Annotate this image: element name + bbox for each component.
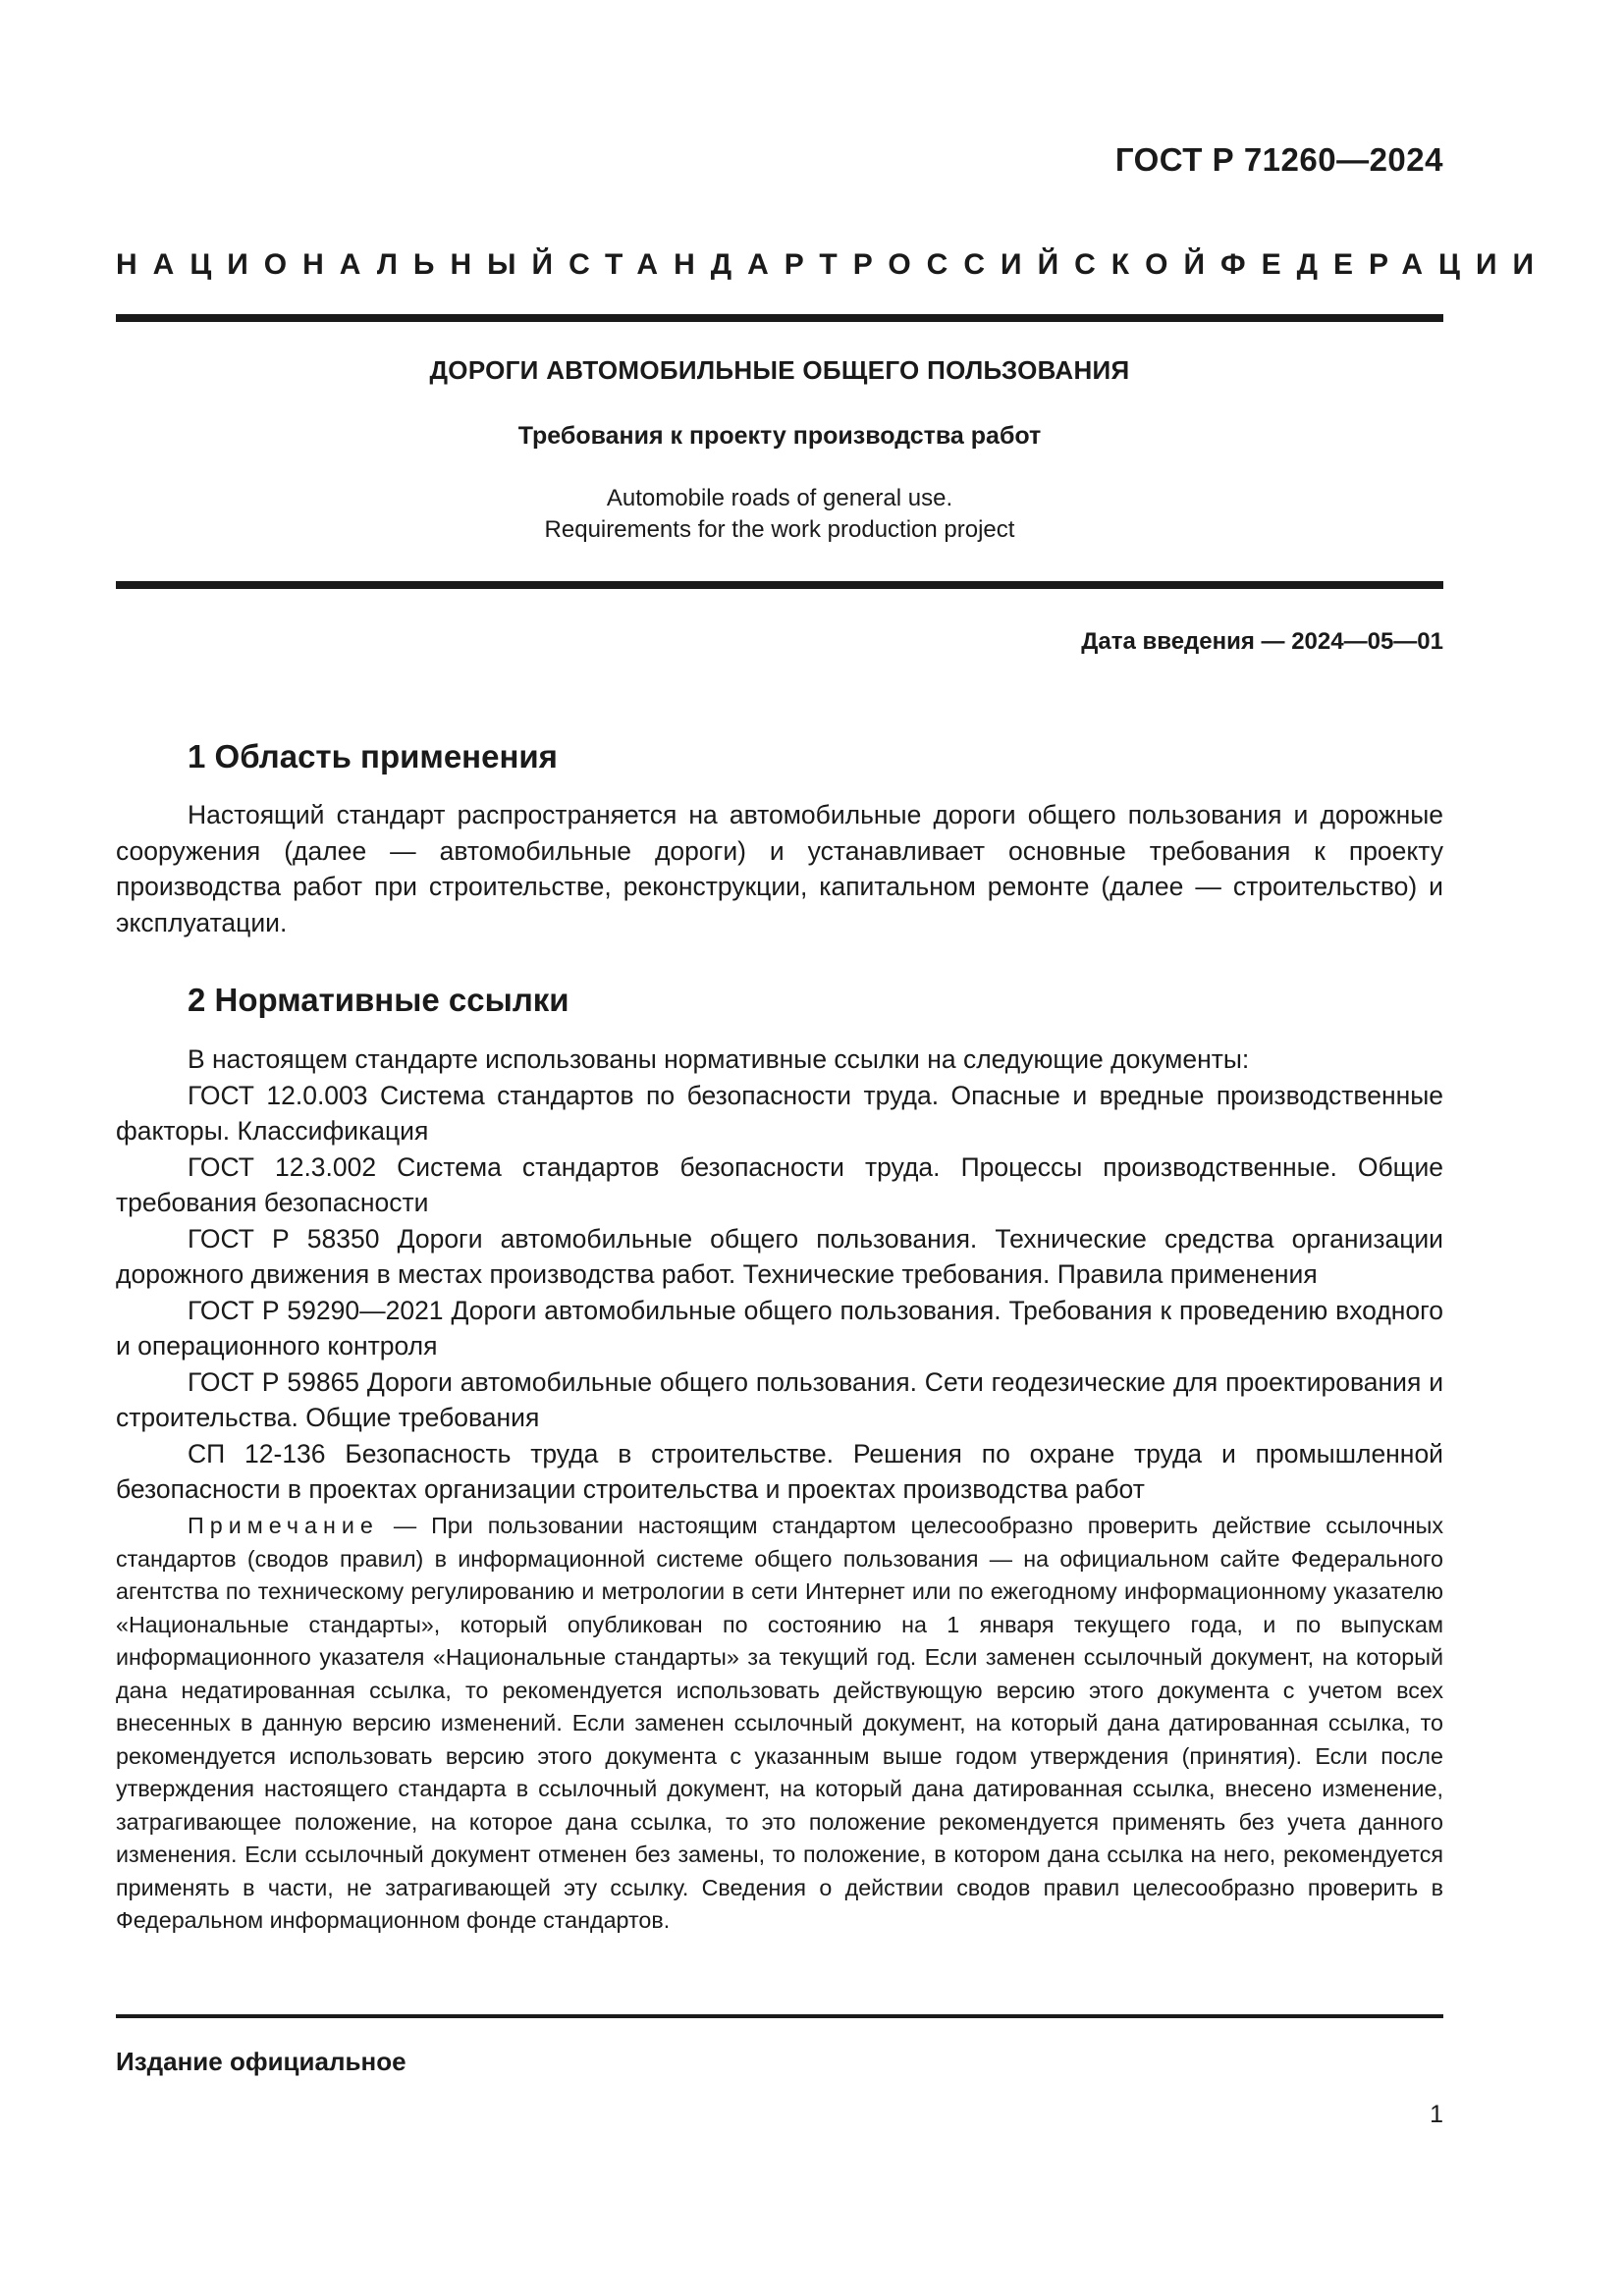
banner-word-text: ФЕДЕРАЦИИ [1220, 248, 1550, 281]
note-paragraph [116, 1510, 1443, 1938]
document-subtitle: Требования к проекту производства работ [517, 422, 1042, 450]
section-1-heading: 1 Область применения [188, 738, 558, 774]
top-divider [116, 314, 1443, 322]
official-edition-label: Издание официальное [116, 2047, 406, 2076]
banner-word-text: СТАНДАРТ [568, 248, 853, 281]
note-label: Примечание [188, 1513, 379, 1538]
banner-word-text: РОССИЙСКОЙ [852, 248, 1221, 281]
reference-item: ГОСТ 12.0.003 Система стандартов по безопасности труда. Опасные и вредные производственные факторы. Классификация [116, 1080, 1443, 1146]
reference-item: ГОСТ Р 59290—2021 Дороги автомобильные общего пользования. Требования к проведению входного и операционного контроля [116, 1295, 1443, 1361]
banner-word-text: НАЦИОНАЛЬНЫЙ [116, 248, 569, 281]
page-number: 1 [1430, 2101, 1443, 2128]
national-standard-banner [116, 248, 1550, 282]
title-divider [116, 581, 1443, 589]
section-1-paragraph: Настоящий стандарт распространяется на автомобильные дороги общего пользования и дорожные сооружения (далее — автомобильные дороги) и устанавливает основные требования к проекту производства работ при строительстве, реконструкции, капитальном ремонте (далее — строительство) и эксплуатации. [116, 800, 1443, 937]
english-title [116, 483, 1443, 546]
banner-word-4 [1220, 248, 1549, 282]
footer-divider [116, 2014, 1443, 2018]
english-title-line-2: Requirements for the work production project [544, 516, 1015, 543]
introduction-date: Дата введения — 2024—05—01 [1081, 628, 1443, 655]
note-text: — При пользовании настоящим стандартом целесообразно проверить действие ссылочных стандартов (сводов правил) в информационной системе общего пользования — на официальном сайте Федерального агентства по техническому регулированию и метрологии в сети Интернет или по ежегодному информационному указателю «Национальные стандарты», который опубликован по состоянию на 1 января текущего года, и по выпускам информационного указателя «Национальные стандарты» за текущий год. Если заменен ссылочный документ, на который дана недатированная ссылка, то рекомендуется использовать действующую версию этого документа с учетом всех внесенных в данную версию изменений. Если заменен ссылочный документ, на который дана датированная ссылка, то рекомендуется использовать версию этого документа с указанным выше годом утверждения (принятия). Если после утверждения настоящего стандарта в ссылочный документ, на который дана датированная ссылка, внесено изменение, затрагивающее положение, на которое дана ссылка, то это положение рекомендуется применять без учета данного изменения. Если ссылочный документ отменен без замены, то положение, в котором дана ссылка на него, рекомендуется применять в части, не затрагивающей эту ссылку. Сведения о действии сводов правил целесообразно проверить в Федеральном информационном фонде стандартов. [116, 1513, 1443, 1933]
section-1-body [116, 797, 1443, 940]
reference-item: ГОСТ Р 59865 Дороги автомобильные общего пользования. Сети геодезические для проектирования и строительства. Общие требования [116, 1366, 1443, 1432]
reference-item: ГОСТ Р 58350 Дороги автомобильные общего пользования. Технические средства организации дорожного движения в местах производства работ. Технические требования. Правила применения [116, 1223, 1443, 1289]
document-title: ДОРОГИ АВТОМОБИЛЬНЫЕ ОБЩЕГО ПОЛЬЗОВАНИЯ [429, 355, 1130, 385]
banner-word-1 [116, 248, 568, 282]
banner-word-2 [568, 248, 853, 282]
note-block [116, 1510, 1443, 1938]
gost-code: ГОСТ Р 71260—2024 [1114, 141, 1443, 178]
banner-word-3 [853, 248, 1220, 282]
reference-item: СП 12-136 Безопасность труда в строительстве. Решения по охране труда и промышленной безопасности в проектах организации строительства и проектах производства работ [116, 1438, 1443, 1504]
section-2-heading: 2 Нормативные ссылки [188, 982, 569, 1018]
english-title-line-1: Automobile roads of general use. [606, 485, 953, 511]
section-2-intro: В настоящем стандарте использованы нормативные ссылки на следующие документы: [188, 1044, 1250, 1074]
section-2-body [116, 1041, 1443, 1508]
reference-item: ГОСТ 12.3.002 Система стандартов безопасности труда. Процессы производственные. Общие требования безопасности [116, 1151, 1443, 1217]
